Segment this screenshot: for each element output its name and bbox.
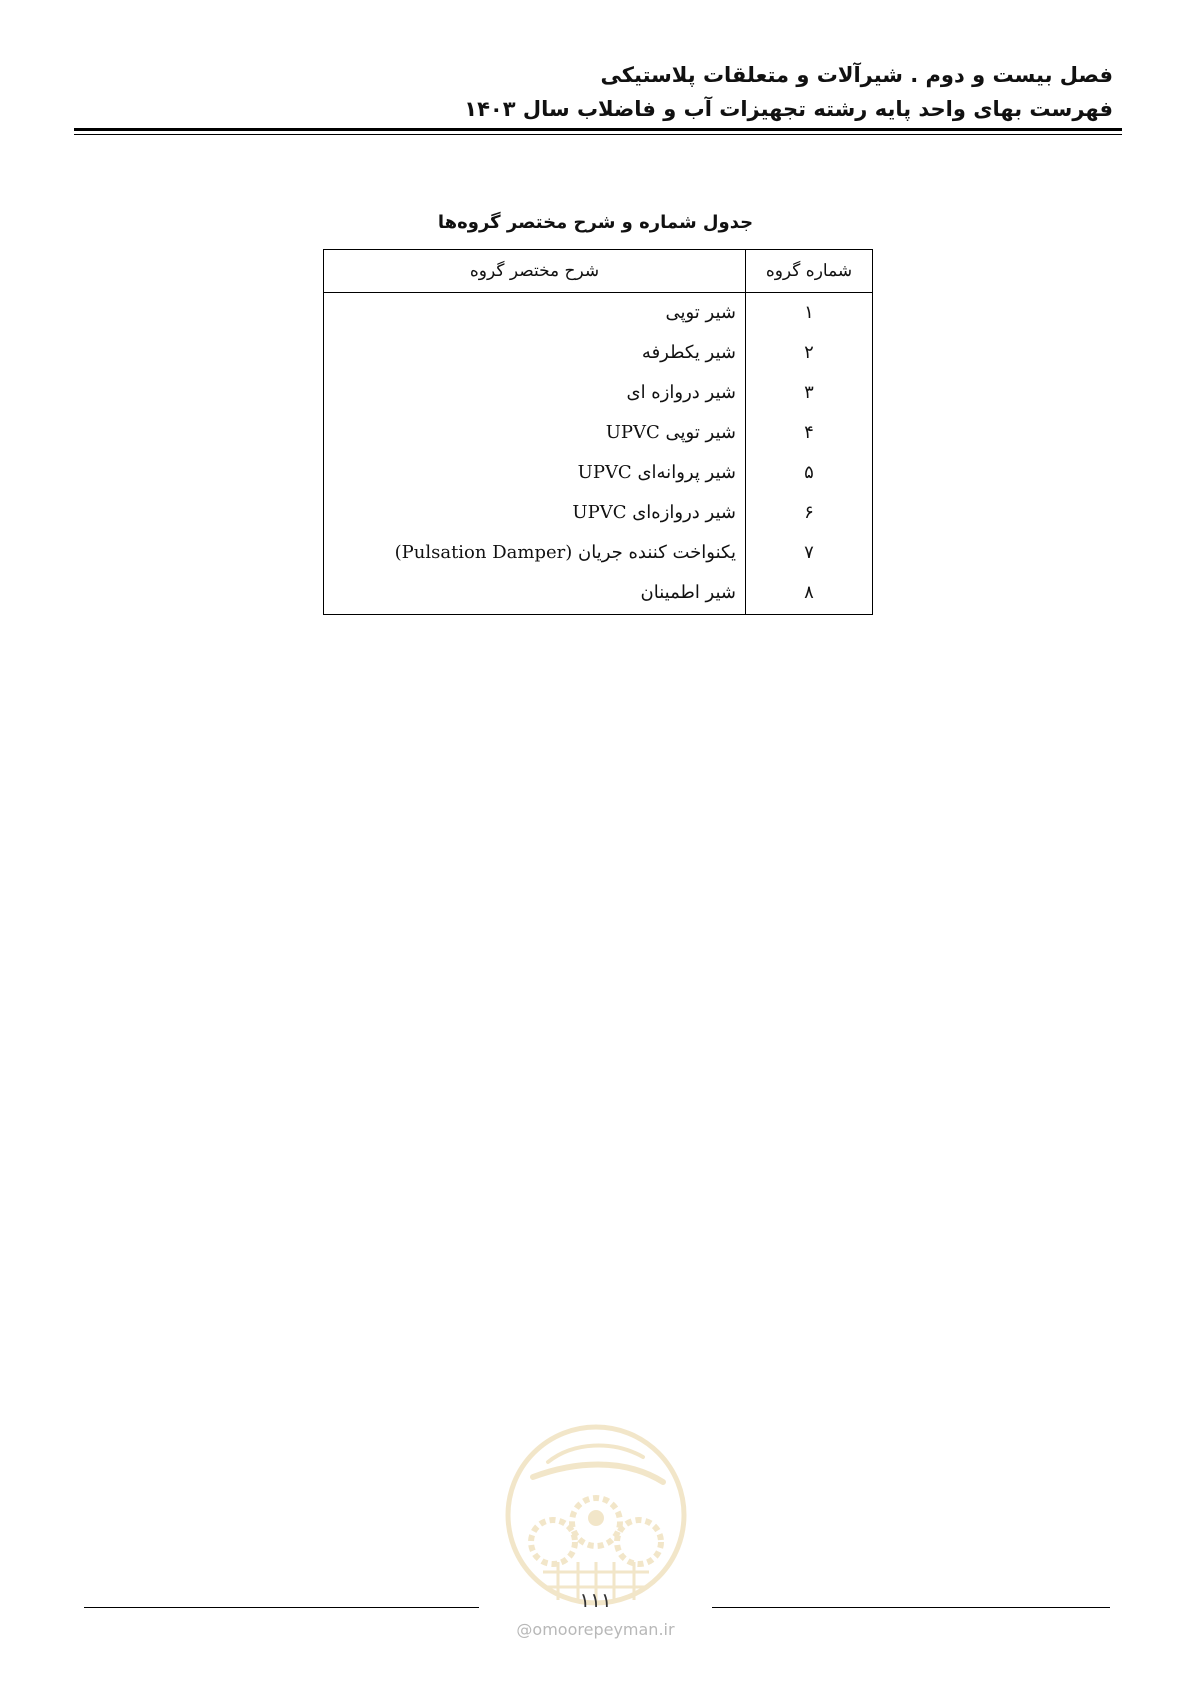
page-number: ۱۱۱ xyxy=(579,1588,612,1612)
table-row xyxy=(324,413,872,453)
table-row xyxy=(324,373,872,413)
group-number: ۶ xyxy=(804,502,814,523)
group-number: ۵ xyxy=(804,462,814,483)
table-header-row xyxy=(324,250,872,293)
table-row xyxy=(324,333,872,373)
table-row xyxy=(324,573,872,613)
header-divider-thick xyxy=(74,128,1122,131)
column-header-number: شماره گروه xyxy=(765,261,853,281)
table-row xyxy=(324,293,872,333)
document-title: فهرست بهای واحد پایه رشته تجهیزات آب و فاضلاب سال ۱۴۰۳ xyxy=(464,97,1113,121)
group-number: ۱ xyxy=(804,302,814,323)
header-divider-thin xyxy=(74,134,1122,135)
table-row xyxy=(324,453,872,493)
group-number: ۲ xyxy=(804,342,814,363)
table-row xyxy=(324,493,872,533)
group-description: شیر دروازه‌ای UPVC xyxy=(572,502,736,523)
groups-table xyxy=(323,249,873,615)
group-description: شیر دروازه ای xyxy=(626,382,736,403)
website-watermark: @omoorepeyman.ir xyxy=(516,1620,675,1639)
group-number: ۳ xyxy=(804,382,814,403)
group-number: ۸ xyxy=(804,582,814,603)
column-header-description: شرح مختصر گروه xyxy=(469,261,600,281)
seal-logo-icon xyxy=(503,1422,689,1608)
table-body xyxy=(324,293,872,613)
group-description: شیر یکطرفه xyxy=(641,342,736,363)
group-number: ۴ xyxy=(804,422,814,443)
group-description: شیر توپی UPVC xyxy=(605,422,736,443)
group-description: شیر توپی xyxy=(665,302,736,323)
page-header xyxy=(464,58,1113,126)
group-description: یکنواخت کننده جریان (Pulsation Damper) xyxy=(394,542,736,563)
table-row xyxy=(324,533,872,573)
table-title: جدول شماره و شرح مختصر گروه‌ها xyxy=(437,212,754,233)
group-description: شیر پروانه‌ای UPVC xyxy=(577,462,736,483)
group-number: ۷ xyxy=(804,542,814,563)
group-description: شیر اطمینان xyxy=(640,582,736,603)
chapter-title: فصل بیست و دوم . شیرآلات و متعلقات پلاستیکی xyxy=(600,63,1113,87)
